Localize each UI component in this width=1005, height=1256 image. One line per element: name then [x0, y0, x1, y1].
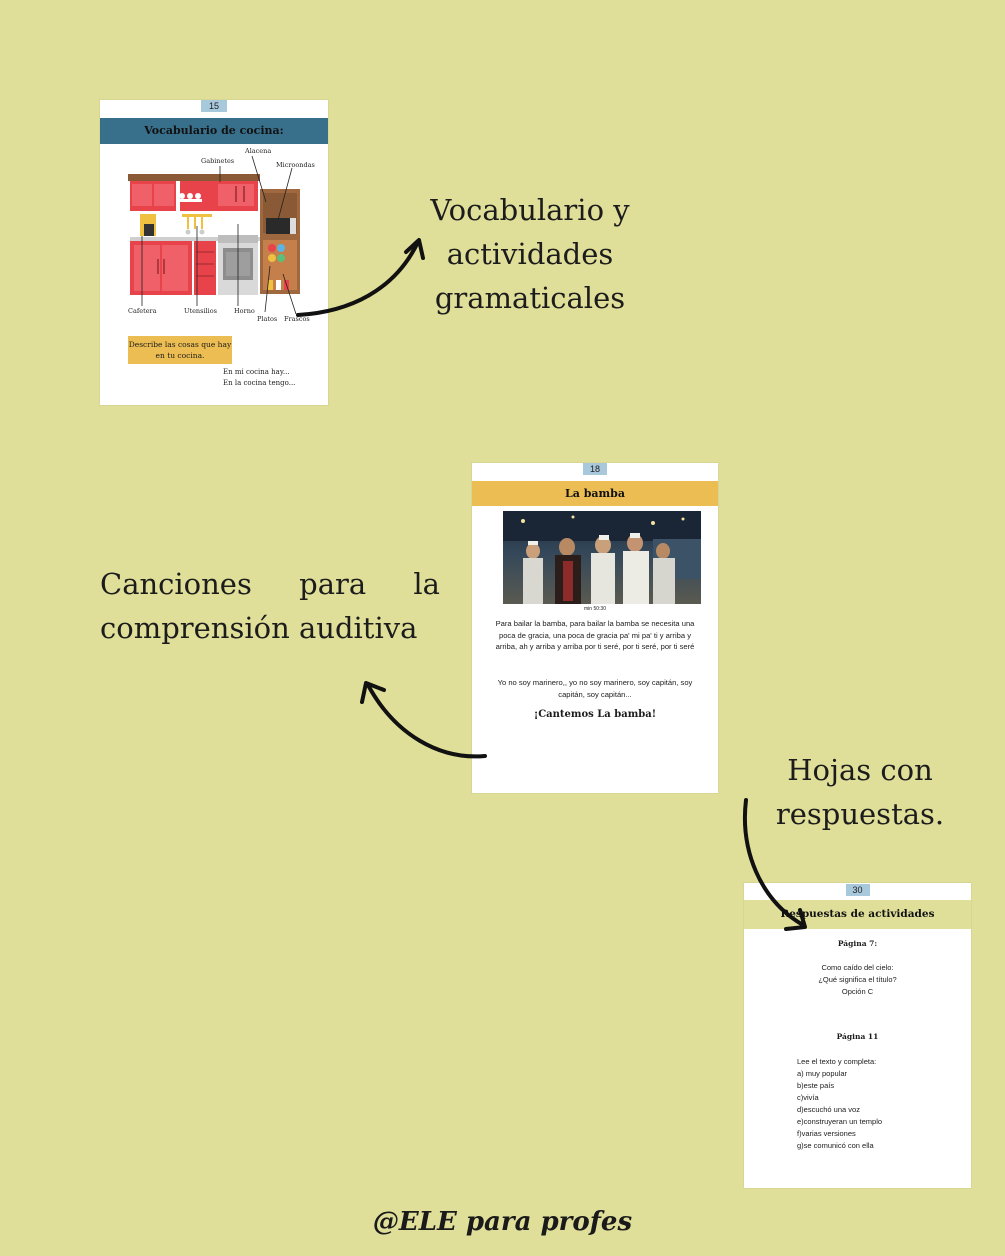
label-gabinetes: Gabinetes: [201, 157, 235, 165]
label-horno: Horno: [234, 307, 255, 315]
page-title: Vocabulario de cocina:: [100, 118, 328, 144]
answer-item: f)varias versiones: [797, 1129, 856, 1138]
lyrics-paragraph-1: Para bailar la bamba, para bailar la bamba se necesita una poca de gracia, una poca de gracia pa' mi pa' ti y arriba y arriba, ah y arriba y arriba por ti seré, por ti seré, por ti seré: [495, 619, 695, 651]
answers-body: [744, 929, 971, 1188]
vocab-annotation: [380, 188, 680, 320]
kitchen-illustration: [100, 144, 328, 334]
answers-annotation: [760, 748, 960, 836]
label-cafetera: Cafetera: [128, 307, 157, 315]
vocab-annotation-line: Vocabulario y: [430, 193, 630, 227]
page-number: 30: [846, 884, 870, 896]
answer-item: b)este país: [797, 1081, 835, 1090]
vocab-annotation-line: gramaticales: [434, 281, 626, 315]
page-number: 18: [583, 463, 607, 475]
sentence-starter-2: En la cocina tengo...: [223, 379, 296, 387]
page-title: Respuestas de actividades: [780, 908, 935, 920]
video-timestamp: min 50:30: [584, 606, 606, 612]
answers-annotation-line: Hojas con: [787, 753, 933, 787]
label-utensilios: Utensilios: [184, 307, 217, 315]
arrow-head-icon: [362, 683, 384, 702]
songs-annotation: [100, 562, 440, 650]
section-heading-1: Página 7:: [837, 939, 878, 948]
arrow-curve-icon: [368, 685, 485, 756]
answer-item: g)se comunicó con ella: [797, 1141, 874, 1150]
answers-annotation-line: respuestas.: [775, 797, 945, 831]
lyrics-paragraph-2: Yo no soy marinero,, yo no soy marinero, soy capitán, soy capitán, soy capitán...: [497, 678, 693, 699]
page-15-thumbnail: [100, 100, 328, 405]
page-30-thumbnail: [744, 883, 971, 1188]
section-heading-2: Página 11: [836, 1032, 879, 1041]
answer-line: Opción C: [841, 987, 874, 996]
label-alacena: Alacena: [245, 147, 272, 155]
label-frascos: Frascos: [284, 315, 310, 323]
activity-prompt: Describe las cosas que hay en tu cocina.: [128, 336, 232, 364]
page-18-thumbnail: [472, 463, 718, 793]
answer-line: ¿Qué significa el título?: [818, 975, 897, 984]
label-microondas: Microondas: [276, 161, 315, 169]
vocab-annotation-line: actividades: [446, 237, 614, 271]
songs-word: la: [413, 567, 440, 601]
song-cta: ¡Cantemos La bamba!: [533, 709, 657, 720]
answer-item: e)construyeran un templo: [797, 1117, 883, 1126]
answer-item: a) muy popular: [797, 1069, 848, 1078]
songs-annotation-line-1: [100, 562, 440, 606]
songs-annotation-line-2: comprensión auditiva: [100, 611, 418, 645]
answer-item: d)escuchó una voz: [797, 1105, 860, 1114]
page-number: 15: [201, 100, 227, 112]
songs-word: para: [299, 567, 367, 601]
movie-still-image: [503, 511, 701, 604]
sentence-starter-1: En mi cocina hay...: [223, 368, 290, 376]
answer-line: Como caído del cielo:: [821, 963, 894, 972]
songs-word: Canciones: [100, 567, 252, 601]
page-title: La bamba: [472, 481, 718, 506]
answer-intro: Lee el texto y completa:: [797, 1057, 877, 1066]
footer-brand: @ELE para profes: [372, 1207, 633, 1237]
answer-item: c)vivía: [797, 1093, 819, 1102]
label-platos: Platos: [257, 315, 278, 323]
